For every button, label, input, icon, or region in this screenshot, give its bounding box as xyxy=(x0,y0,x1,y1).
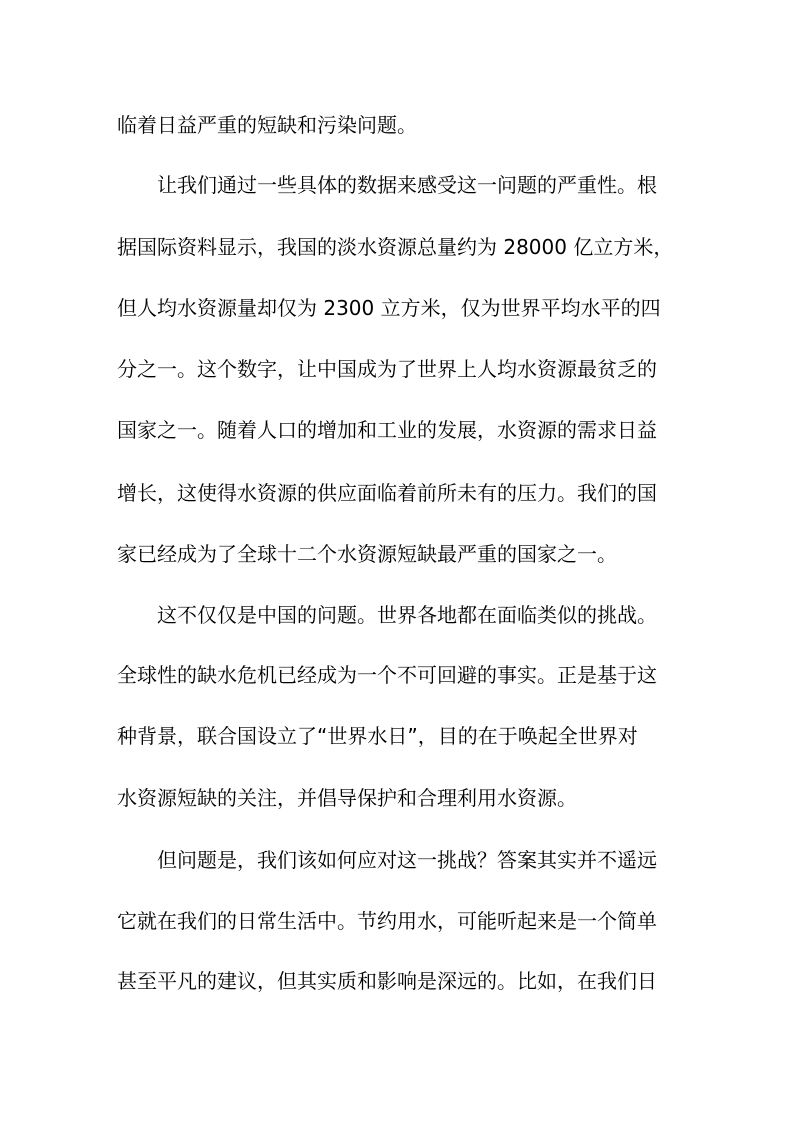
text-line: 分之一。这个数字，让中国成为了世界上人均水资源最贫乏的 xyxy=(117,357,657,381)
text-line: 但人均水资源量却仅为 2300 立方米，仅为世界平均水平的四 xyxy=(117,296,661,320)
text-line: 增长，这使得水资源的供应面临着前所未有的压力。我们的国 xyxy=(117,481,657,505)
text-line: 全球性的缺水危机已经成为一个不可回避的事实。正是基于这 xyxy=(117,663,657,687)
paragraph-start-line: 但问题是，我们该如何应对这一挑战？答案其实并不遥远 xyxy=(157,848,657,872)
text-line: 据国际资料显示，我国的淡水资源总量约为 28000 亿立方米， xyxy=(117,235,674,259)
text-line: 水资源短缺的关注，并倡导保护和合理利用水资源。 xyxy=(117,786,577,810)
text-line: 家已经成为了全球十二个水资源短缺最严重的国家之一。 xyxy=(117,542,617,566)
text-line: 种背景，联合国设立了“世界水日”，目的在于唤起全世界对 xyxy=(117,724,638,748)
text-line: 国家之一。随着人口的增加和工业的发展，水资源的需求日益 xyxy=(117,418,657,442)
text-line: 临着日益严重的短缺和污染问题。 xyxy=(117,113,417,137)
text-line: 它就在我们的日常生活中。节约用水，可能听起来是一个简单 xyxy=(117,909,657,933)
text-line: 甚至平凡的建议，但其实质和影响是深远的。比如，在我们日 xyxy=(117,969,657,993)
paragraph-start-line: 这不仅仅是中国的问题。世界各地都在面临类似的挑战。 xyxy=(157,603,657,627)
paragraph-start-line: 让我们通过一些具体的数据来感受这一问题的严重性。根 xyxy=(157,173,657,197)
